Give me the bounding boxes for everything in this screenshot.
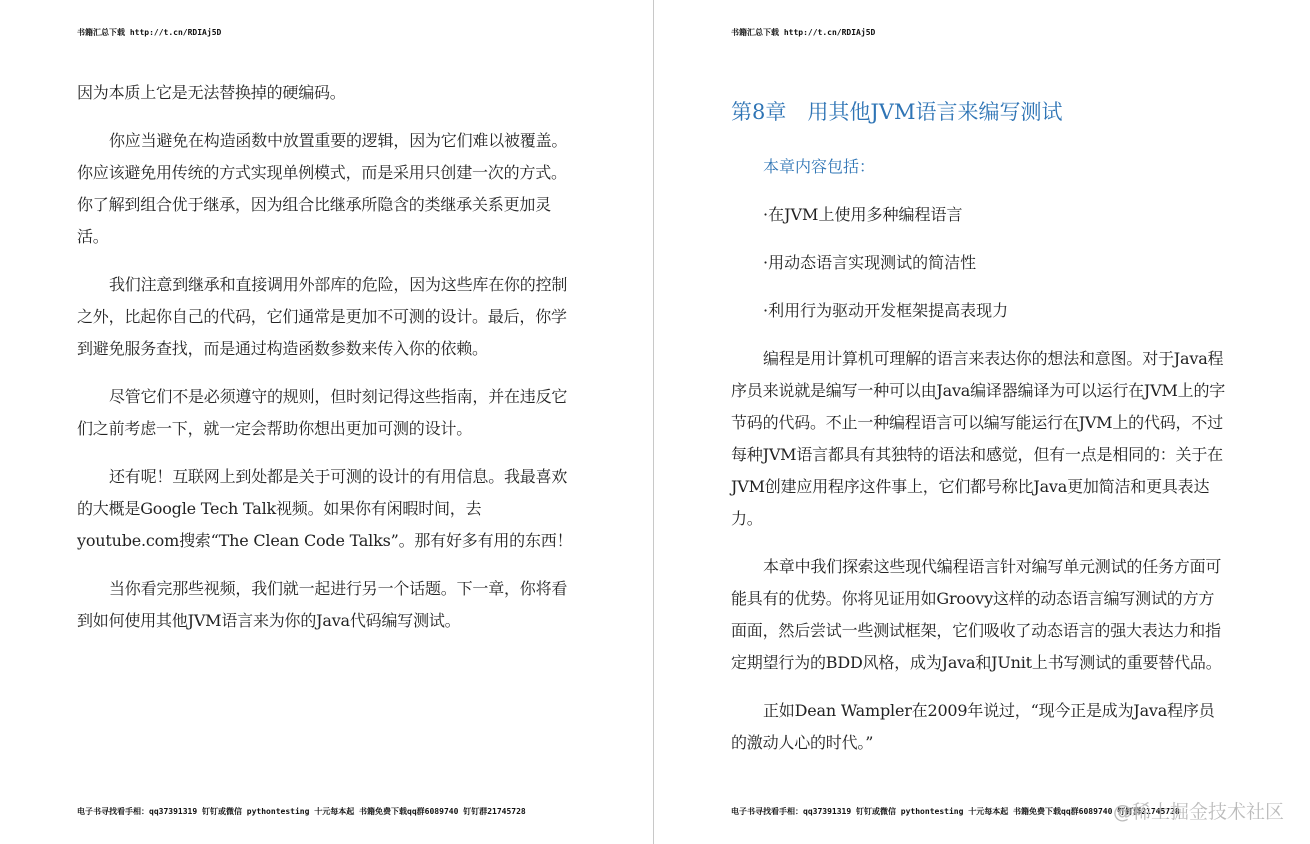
page-header: 书籍汇总下载 http://t.cn/RDIAj5D — [77, 28, 222, 37]
right-page — [655, 0, 1310, 844]
bullet-item: ·在JVM上使用多种编程语言 — [763, 205, 963, 224]
page-body — [77, 77, 577, 653]
page-body — [731, 343, 1227, 775]
page-header: 书籍汇总下载 http://t.cn/RDIAj5D — [731, 28, 876, 37]
paragraph: 编程是用计算机可理解的语言来表达你的想法和意图。对于Java程序员来说就是编写一种可以由Java编译器编译为可以运行在JVM上的字节码的代码。不止一种编程语言可以编写能运行在JVM上的代码，不过每种JVM语言都具有其独特的语法和感觉，但有一点是相同的：关于在JVM创建应用程序这件事上，它们都号称比Java更加简洁和更具表达力。 — [731, 349, 1226, 528]
page-footer: 电子书寻找看手相：qq37391319 钉钉或微信 pythontesting 十元每本起 书籍免费下载qq群6089740 钉钉群21745728 — [731, 807, 1180, 816]
paragraph: 尽管它们不是必须遵守的规则，但时刻记得这些指南，并在违反它们之前考虑一下，就一定会帮助你想出更加可测的设计。 — [77, 387, 568, 438]
paragraph: 当你看完那些视频，我们就一起进行另一个话题。下一章，你将看到如何使用其他JVM语言来为你的Java代码编写测试。 — [77, 579, 568, 630]
chapter-title: 第8章 用其他JVM语言来编写测试 — [731, 100, 1063, 124]
watermark: @稀土掘金技术社区 — [1113, 801, 1285, 823]
bullet-item: ·用动态语言实现测试的简洁性 — [763, 253, 977, 272]
paragraph: 正如Dean Wampler在2009年说过，“现今正是成为Java程序员的激动人心的时代。” — [731, 701, 1215, 752]
page-footer: 电子书寻找看手相：qq37391319 钉钉或微信 pythontesting 十元每本起 书籍免费下载qq群6089740 钉钉群21745728 — [77, 807, 526, 816]
paragraph: 还有呢！互联网上到处都是关于可测的设计的有用信息。我最喜欢的大概是Google Tech Talk视频。如果你有闲暇时间，去youtube.com搜索“The Clean Code Talks”。那有好多有用的东西！ — [77, 467, 573, 550]
paragraph: 因为本质上它是无法替换掉的硬编码。 — [77, 83, 346, 102]
chapter-subtitle: 本章内容包括： — [763, 157, 876, 176]
left-page — [0, 0, 653, 844]
paragraph: 本章中我们探索这些现代编程语言针对编写单元测试的任务方面可能具有的优势。你将见证用如Groovy这样的动态语言编写测试的方方面面，然后尝试一些测试框架，它们吸收了动态语言的强大表达力和指定期望行为的BDD风格，成为Java和JUnit上书写测试的重要替代品。 — [731, 557, 1222, 672]
paragraph: 我们注意到继承和直接调用外部库的危险，因为这些库在你的控制之外，比起你自己的代码，它们通常是更加不可测的设计。最后，你学到避免服务查找，而是通过构造函数参数来传入你的依赖。 — [77, 275, 568, 358]
page-divider — [653, 0, 654, 844]
bullet-item: ·利用行为驱动开发框架提高表现力 — [763, 301, 1009, 320]
paragraph: 你应当避免在构造函数中放置重要的逻辑，因为它们难以被覆盖。你应该避免用传统的方式实现单例模式，而是采用只创建一次的方式。你了解到组合优于继承，因为组合比继承所隐含的类继承关系更加灵活。 — [77, 131, 568, 246]
